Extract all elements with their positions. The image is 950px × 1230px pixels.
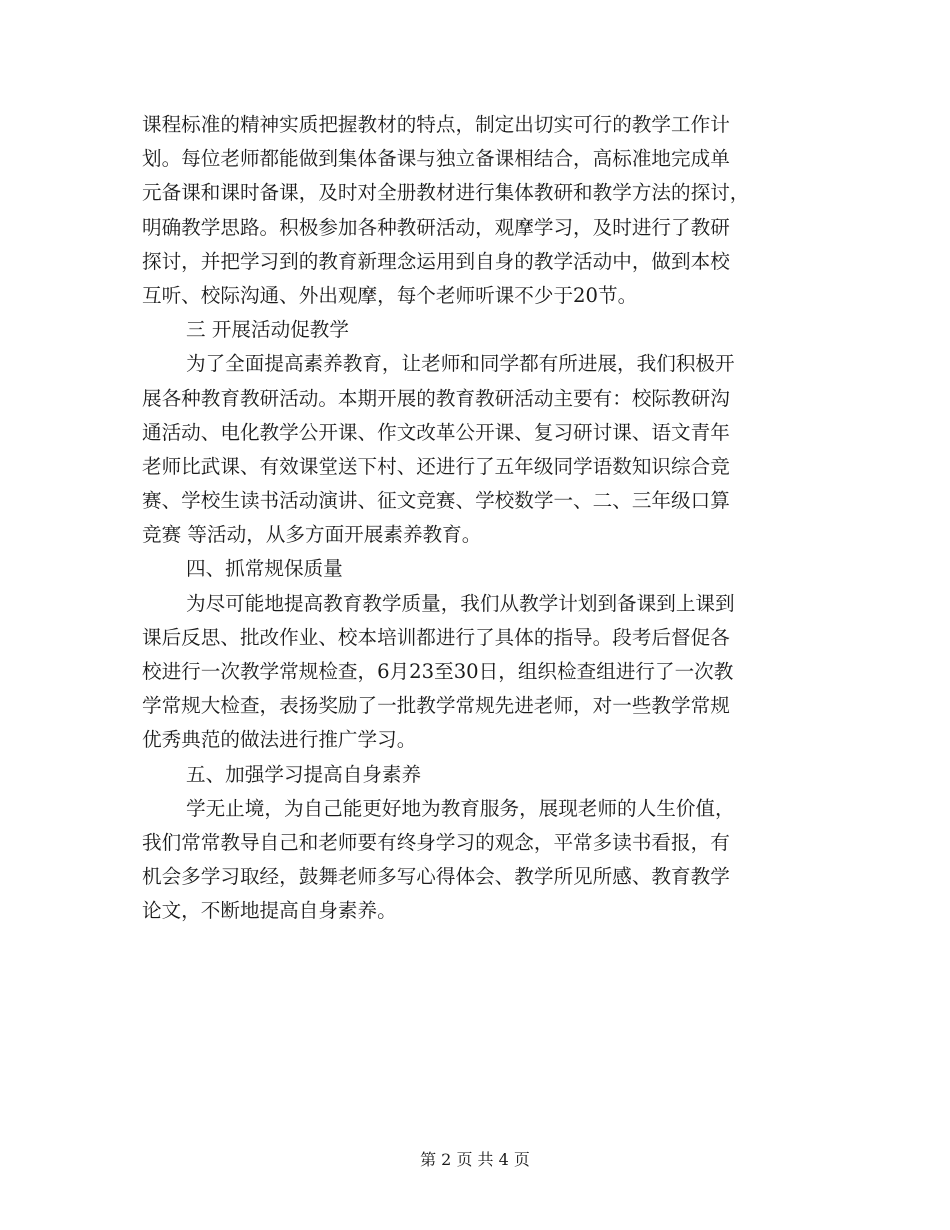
text-line: 优秀典范的做法进行推广学习。	[142, 728, 417, 752]
text-line: 老师比武课、有效课堂送下村、还进行了五年级同学语数知识综合竞	[142, 454, 730, 478]
text-line: 课后反思、批改作业、校本培训都进行了具体的指导。段考后督促各	[142, 625, 730, 649]
text-line: 学常规大检查，表扬奖励了一批教学常规先进老师，对一些教学常规	[142, 694, 730, 718]
text-line: 展各种教育教研活动。本期开展的教育教研活动主要有：校际教研沟	[142, 386, 730, 410]
text-line: 通活动、电化教学公开课、作文改革公开课、复习研讨课、语文青年	[142, 420, 730, 444]
text-line: 为了全面提高素养教育，让老师和同学都有所进展，我们积极开	[186, 352, 735, 376]
page-number-footer: 第 2 页 共 4 页	[420, 1150, 530, 1169]
text-line: 明确教学思路。积极参加各种教研活动，观摩学习，及时进行了教研	[142, 215, 730, 239]
text-line: 学无止境，为自己能更好地为教育服务，展现老师的人生价值，	[186, 796, 735, 820]
text-line: 互听、校际沟通、外出观摩，每个老师听课不少于20节。	[142, 283, 638, 307]
text-line: 课程标准的精神实质把握教材的特点，制定出切实可行的教学工作计	[142, 113, 730, 136]
text-line: 赛、学校生读书活动演讲、征文竞赛、学校数学一、二、三年级口算	[142, 489, 730, 513]
text-line: 探讨，并把学习到的教育新理念运用到自身的教学活动中，做到本校	[142, 249, 730, 273]
text-line: 论文，不断地提高自身素养。	[142, 899, 397, 923]
text-line: 机会多学习取经，鼓舞老师多写心得体会、教学所见所感、教育教学	[142, 865, 730, 889]
section-heading: 五、加强学习提高自身素养	[186, 762, 422, 786]
section-heading: 四、抓常规保质量	[186, 557, 343, 581]
text-line: 元备课和课时备课，及时对全册教材进行集体教研和教学方法的探讨，	[142, 181, 750, 205]
text-line: 为尽可能地提高教育教学质量，我们从教学计划到备课到上课到	[186, 591, 735, 615]
text-line: 校进行一次教学常规检查，6月23至30日，组织检查组进行了一次教	[142, 660, 734, 683]
text-line: 竞赛 等活动，从多方面开展素养教育。	[142, 523, 482, 547]
section-heading: 三 开展活动促教学	[186, 318, 349, 342]
document-body	[142, 108, 810, 929]
text-line: 我们常常教导自己和老师要有终身学习的观念，平常多读书看报，有	[142, 830, 730, 854]
text-line: 划。每位老师都能做到集体备课与独立备课相结合，高标准地完成单	[142, 147, 730, 171]
